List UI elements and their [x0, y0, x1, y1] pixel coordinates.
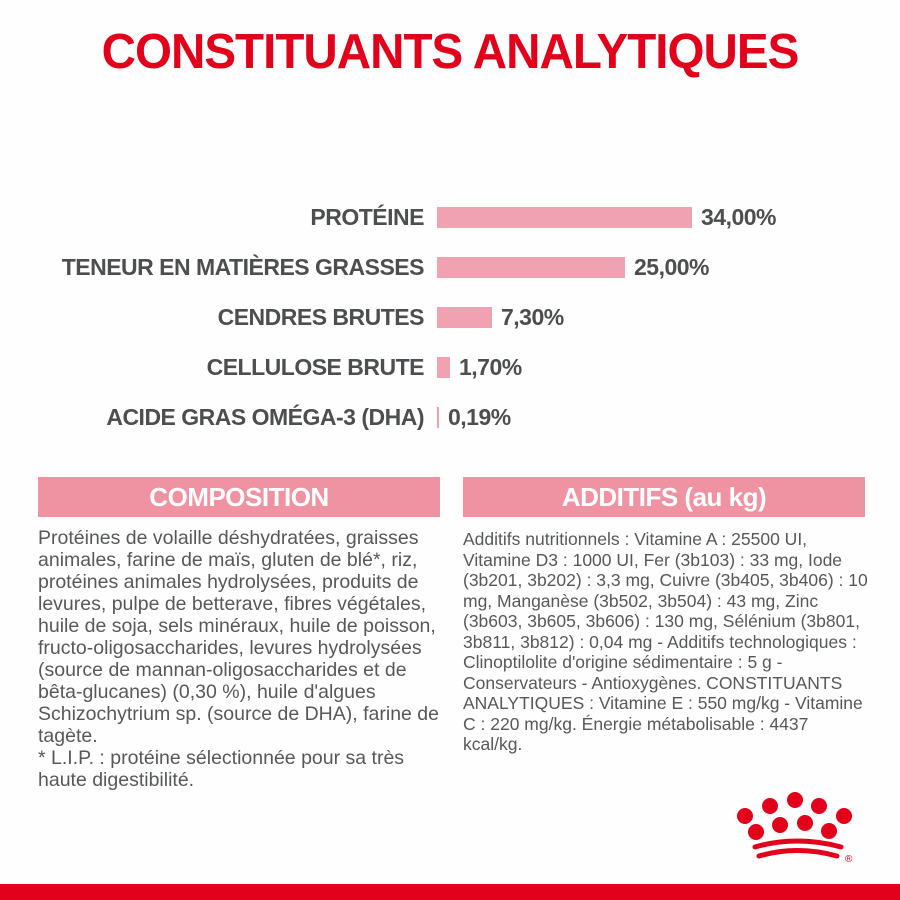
chart-row: [0, 392, 900, 442]
composition-section-header: COMPOSITION: [38, 477, 440, 517]
composition-text: Protéines de volaille déshydratées, graisses animales, farine de maïs, gluten de blé*, riz, protéines animales hydrolysées, produits de levures, pulpe de betterave, fibres végétales, huile de soja, sels minéraux, huile de poisson, fructo-oligosaccharides, levures hydrolysées (source de mannan-oligosaccharides et de bêta-glucanes) (0,30 %), huile d'algues Schizochytrium sp. (source de DHA), farine de tagète.: [38, 527, 439, 747]
chart-category-label: CENDRES BRUTES: [217, 303, 424, 330]
chart-value-label: 1,70%: [459, 353, 522, 380]
footer-stripe: [0, 884, 900, 900]
chart-bar: [437, 407, 439, 428]
page-title: CONSTITUANTS ANALYTIQUES: [101, 25, 799, 79]
chart-value-label: 25,00%: [634, 253, 710, 280]
chart-category-label: CELLULOSE BRUTE: [206, 353, 424, 380]
royal-canin-crown-icon: [733, 790, 865, 870]
chart-row: [0, 192, 900, 242]
chart-bar: [437, 307, 492, 328]
chart-category-label: TENEUR EN MATIÈRES GRASSES: [61, 253, 424, 280]
chart-row: [0, 292, 900, 342]
crown-dots: [737, 792, 852, 840]
chart-bar: [437, 257, 625, 278]
chart-bar: [437, 357, 450, 378]
chart-value-label: 0,19%: [448, 403, 511, 430]
chart-row: [0, 342, 900, 392]
chart-category-label: PROTÉINE: [310, 203, 424, 230]
composition-section: [38, 527, 452, 791]
additifs-section-header: ADDITIFS (au kg): [463, 477, 865, 517]
chart-row: [0, 242, 900, 292]
chart-value-label: 7,30%: [501, 303, 564, 330]
chart-value-label: 34,00%: [701, 203, 777, 230]
chart-bar: [437, 207, 692, 228]
analytical-constituents-chart: [0, 192, 900, 442]
composition-footnote: * L.I.P. : protéine sélectionnée pour sa très haute digestibilité.: [38, 747, 405, 791]
additifs-text: Additifs nutritionnels : Vitamine A : 25500 UI, Vitamine D3 : 1000 UI, Fer (3b103) : 33 mg, Iode (3b201, 3b202) : 3,3 mg, Cuivre (3b405, 3b406) : 10 mg, Manganèse (3b502, 3b504) : 43 mg, Zinc (3b603, 3b605, 3b606) : 130 mg, Sélénium (3b801, 3b811, 3b812) : 0,04 mg - Additifs technologiques : Clinoptilolite d'origine sédimentaire : 5 g - Conservateurs - Antioxygènes. CONSTITUANTS ANALYTIQUES : Vitamine E : 550 mg/kg - Vitamine C : 220 mg/kg. Énergie métabolisable : 4437 kcal/kg.: [463, 529, 868, 754]
crown-base: [755, 841, 841, 856]
chart-category-label: ACIDE GRAS OMÉGA-3 (DHA): [106, 403, 424, 430]
registered-mark: ®: [845, 854, 853, 865]
